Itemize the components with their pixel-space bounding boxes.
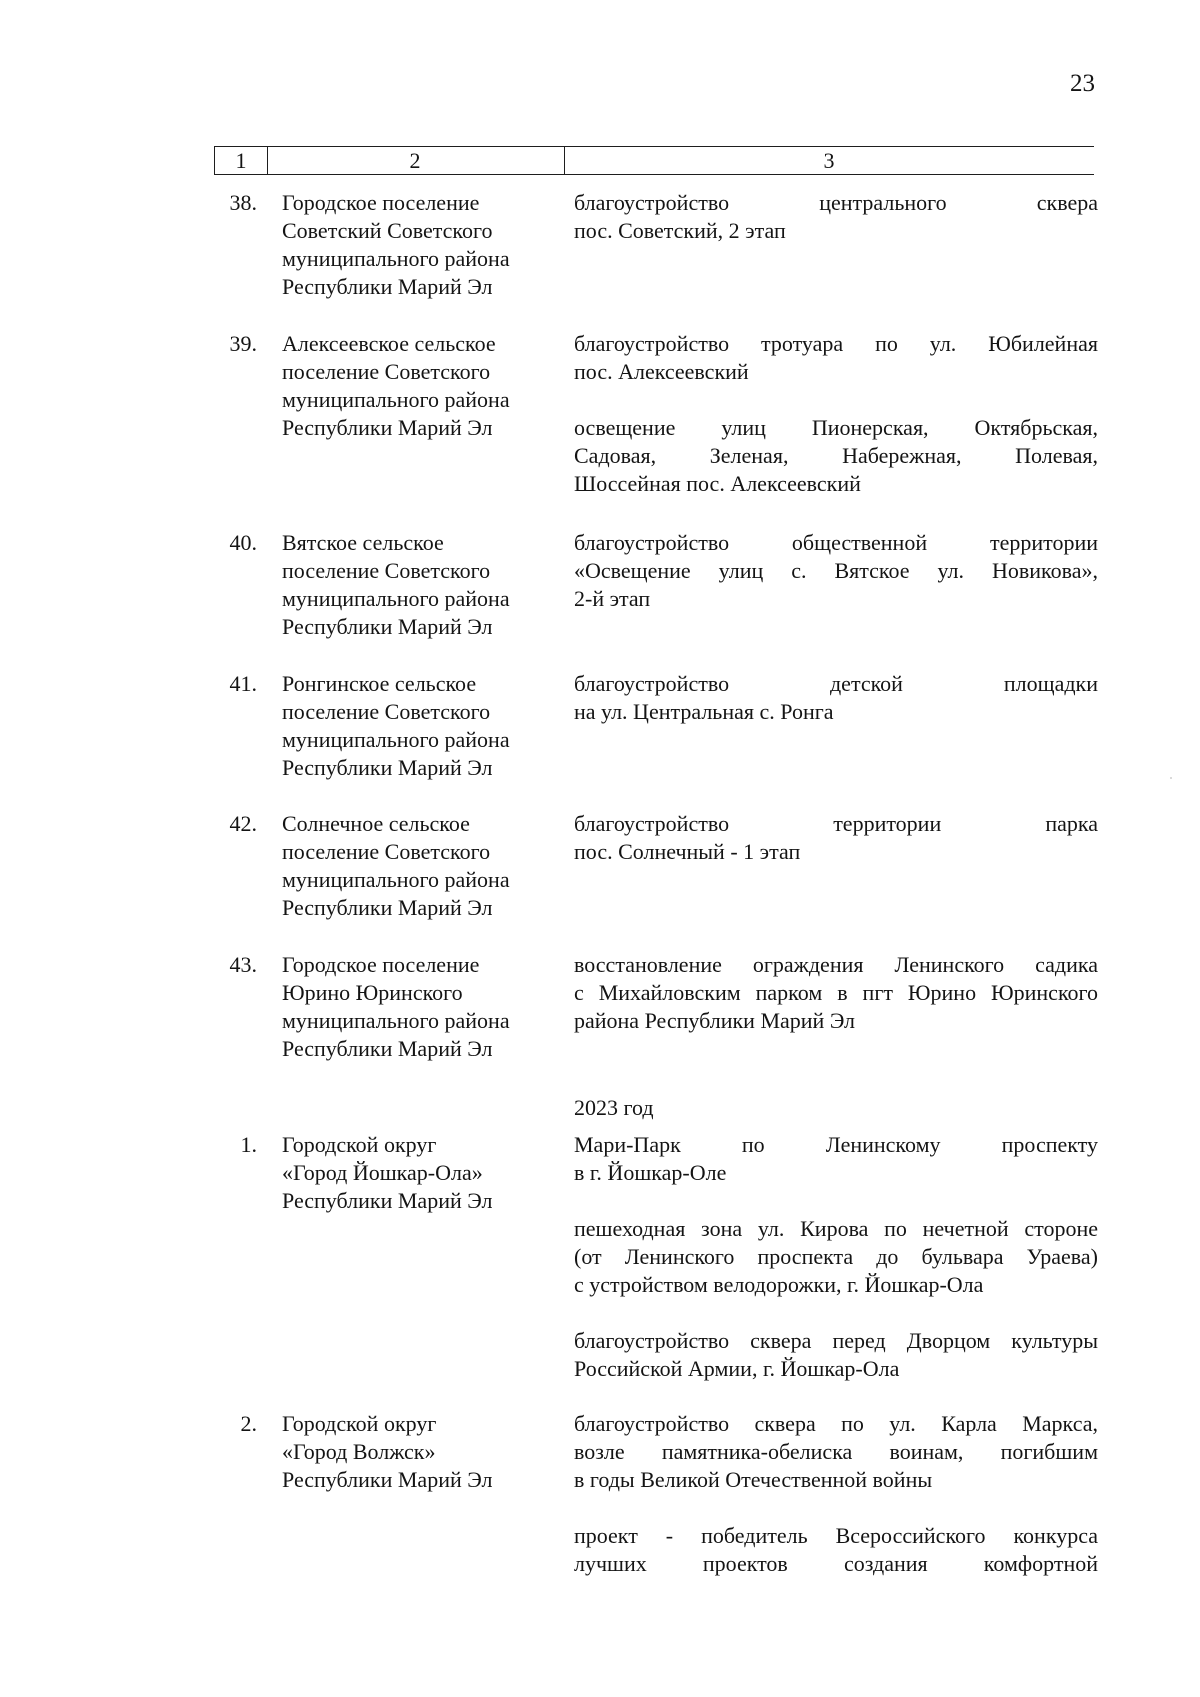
organization-line: муниципального района: [282, 387, 510, 412]
organization-line: Республики Марий Эл: [282, 274, 493, 299]
column-header-2: 2: [266, 147, 565, 174]
organization-line: Городской округ: [282, 1132, 437, 1157]
row-number: 1.: [240, 1132, 257, 1157]
organization-line: муниципального района: [282, 867, 510, 892]
table-column-header: [214, 146, 1094, 175]
project-line: Мари-Парк по Ленинскому проспекту: [574, 1132, 1098, 1157]
project-line: благоустройство центрального сквера: [574, 190, 1098, 215]
project-line: «Освещение улиц с. Вятское ул. Новикова»,: [574, 558, 1098, 583]
organization-name: [282, 330, 572, 442]
project-line: проект - победитель Всероссийского конкурса: [574, 1523, 1098, 1548]
project-line: с устройством велодорожки, г. Йошкар-Ола: [574, 1272, 984, 1297]
project-line: благоустройство тротуара по ул. Юбилейная: [574, 331, 1098, 356]
project-line: (от Ленинского проспекта до бульвара Ураева): [574, 1244, 1098, 1269]
project-item: [574, 670, 1098, 726]
scan-speck: [1170, 777, 1172, 779]
organization-line: Республики Марий Эл: [282, 1188, 493, 1213]
project-line: на ул. Центральная с. Ронга: [574, 699, 834, 724]
organization-name: [282, 951, 572, 1063]
project-line: в годы Великой Отечественной войны: [574, 1467, 933, 1492]
project-item: [574, 1131, 1098, 1187]
organization-line: муниципального района: [282, 1008, 510, 1033]
organization-name: [282, 1410, 572, 1494]
project-item: [574, 414, 1098, 498]
organization-line: поселение Советского: [282, 558, 491, 583]
organization-line: поселение Советского: [282, 699, 491, 724]
project-item: [574, 951, 1098, 1035]
organization-line: Республики Марий Эл: [282, 1036, 493, 1061]
row-number: 40.: [229, 530, 257, 555]
project-item: [574, 1410, 1098, 1494]
project-line: в г. Йошкар-Оле: [574, 1160, 727, 1185]
project-description: [574, 810, 1098, 866]
organization-line: Солнечное сельское: [282, 811, 470, 836]
project-line: освещение улиц Пионерская, Октябрьская,: [574, 415, 1098, 440]
project-line: благоустройство сквера по ул. Карла Маркса,: [574, 1411, 1098, 1436]
project-line: пос. Солнечный - 1 этап: [574, 839, 801, 864]
organization-line: муниципального района: [282, 246, 510, 271]
organization-line: Ронгинское сельское: [282, 671, 477, 696]
organization-line: Городское поселение: [282, 190, 480, 215]
project-item: [574, 189, 1098, 245]
project-line: Садовая, Зеленая, Набережная, Полевая,: [574, 443, 1098, 468]
project-description: [574, 670, 1098, 726]
project-line: с Михайловским парком в пгт Юрино Юринского: [574, 980, 1098, 1005]
row-number: 43.: [229, 952, 257, 977]
organization-line: Алексеевское сельское: [282, 331, 496, 356]
project-item: [574, 1522, 1098, 1578]
organization-line: Городской округ: [282, 1411, 437, 1436]
organization-line: Советский Советского: [282, 218, 493, 243]
project-line: 2-й этап: [574, 586, 651, 611]
organization-name: [282, 529, 572, 641]
organization-line: Республики Марий Эл: [282, 1467, 493, 1492]
organization-line: муниципального района: [282, 727, 510, 752]
organization-line: поселение Советского: [282, 359, 491, 384]
project-line: Российской Армии, г. Йошкар-Ола: [574, 1356, 900, 1381]
row-number: 42.: [229, 811, 257, 836]
organization-line: Республики Марий Эл: [282, 755, 493, 780]
project-description: [574, 1410, 1098, 1578]
organization-line: Республики Марий Эл: [282, 895, 493, 920]
project-line: возле памятника-обелиска воинам, погибшим: [574, 1439, 1098, 1464]
project-item: [574, 529, 1098, 613]
row-number: 2.: [240, 1411, 257, 1436]
project-line: благоустройство территории парка: [574, 811, 1098, 836]
row-number: 39.: [229, 331, 257, 356]
project-item: [574, 330, 1098, 386]
organization-line: Городское поселение: [282, 952, 480, 977]
organization-line: Юрино Юринского: [282, 980, 463, 1005]
row-number: 38.: [229, 190, 257, 215]
organization-name: [282, 1131, 572, 1215]
year-heading: 2023 год: [574, 1095, 654, 1120]
project-description: [574, 330, 1098, 498]
organization-line: Республики Марий Эл: [282, 614, 493, 639]
project-line: лучших проектов создания комфортной: [574, 1551, 1098, 1576]
organization-line: «Город Волжск»: [282, 1439, 436, 1464]
project-item: [574, 1327, 1098, 1383]
column-header-3: 3: [823, 148, 835, 173]
project-line: восстановление ограждения Ленинского садика: [574, 952, 1098, 977]
project-line: района Республики Марий Эл: [574, 1008, 856, 1033]
organization-line: поселение Советского: [282, 839, 491, 864]
page-number: 23: [1070, 70, 1095, 97]
project-item: [574, 1215, 1098, 1299]
project-item: [574, 810, 1098, 866]
organization-line: «Город Йошкар-Ола»: [282, 1160, 483, 1185]
organization-name: [282, 810, 572, 922]
organization-line: муниципального района: [282, 586, 510, 611]
project-description: [574, 1131, 1098, 1383]
column-header-1: 1: [214, 147, 268, 174]
project-line: благоустройство детской площадки: [574, 671, 1098, 696]
project-line: пешеходная зона ул. Кирова по нечетной стороне: [574, 1216, 1098, 1241]
project-line: пос. Советский, 2 этап: [574, 218, 786, 243]
project-description: [574, 189, 1098, 245]
organization-name: [282, 670, 572, 782]
project-line: Шоссейная пос. Алексеевский: [574, 471, 861, 496]
project-line: благоустройство общественной территории: [574, 530, 1098, 555]
project-line: пос. Алексеевский: [574, 359, 749, 384]
project-line: благоустройство сквера перед Дворцом культуры: [574, 1328, 1098, 1353]
row-number: 41.: [229, 671, 257, 696]
project-description: [574, 529, 1098, 613]
organization-line: Вятское сельское: [282, 530, 444, 555]
organization-name: [282, 189, 572, 301]
project-description: [574, 951, 1098, 1035]
organization-line: Республики Марий Эл: [282, 415, 493, 440]
